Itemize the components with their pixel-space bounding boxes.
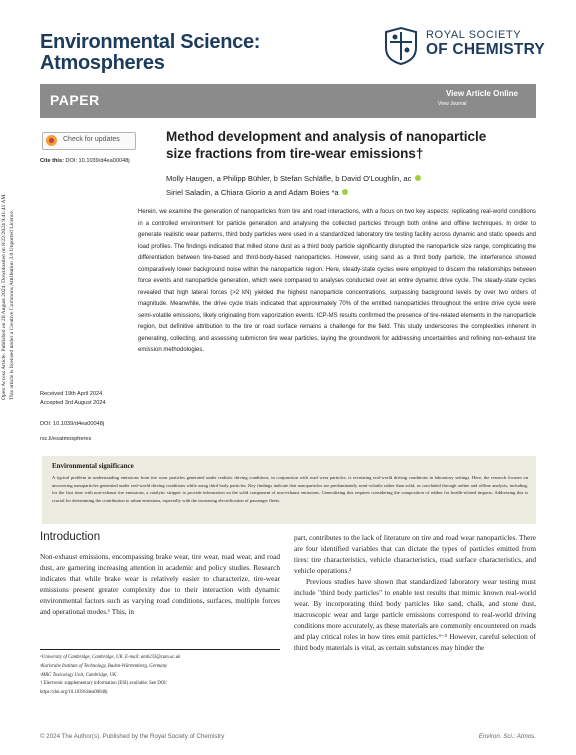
article-title: Method development and analysis of nanoparticle size fractions from tire-wear emissions† [166,129,487,161]
view-journal-link[interactable]: View Journal [438,101,467,107]
intro-paragraph-2: Previous studies have shown that standardized laboratory wear testing must include "third body particles" to enable test results that mimic known real-world wear. By incorporating third body particles like sand, chalk, and stone dust, macroscopic wear and large particle emissions correspond to real-world driving conditions more accurately, as these materials are commonly encountered on roads and play critical roles in how tires emit particles.³⁻⁵ However, careful selection of third body materials is vital, as certain substances may hinder the [294,577,536,652]
article-dates [40,390,106,408]
footnote-b [40,663,280,672]
check-for-updates-label: Check for updates [63,136,120,143]
cite-doi: DOI: 10.1039/d4ea00048j [65,158,130,164]
journal-title-line2: Atmospheres [40,52,165,74]
license-sidebar-line1[interactable]: Open Access Article. Published on 20 August 2024. Downloaded on 8/22/2024 9:41:41 AM. [1,193,7,400]
body-left-column [40,551,280,617]
footnote-c [40,672,280,681]
article-doi[interactable]: DOI: 10.1039/d4ea00048j [40,421,105,427]
orcid-icon[interactable] [342,189,348,195]
author-line-1 [166,172,536,186]
journal-title-line1: Environmental Science: [40,31,261,53]
article-type-label: PAPER [50,92,100,108]
journal-short-link[interactable]: rsc.li/esatmospheres [40,436,92,442]
significance-heading: Environmental significance [52,462,134,470]
authors-text-1: Molly Haugen, a Philipp Bühler, b Stefan Schläfle, b David O'Loughlin, ac [166,174,412,183]
author-list [166,172,536,200]
article-type-banner [40,84,536,118]
cite-label: Cite this: [40,158,64,164]
check-for-updates-button[interactable] [42,132,136,150]
footnote-divider [40,649,280,650]
environmental-significance-box [42,456,536,524]
view-article-online-link[interactable]: View Article Online [445,89,518,98]
footnote-a [40,654,280,663]
footnote-a-text: ᵃUniversity of Cambridge, Cambridge, UK. E-mail: amb233@cam.ac.uk [40,655,181,660]
intro-paragraph-1-cont: part, contributes to the lack of literature on tire and road wear nanoparticles. There are four identified variables that can dictate the types of particles emitted from tires: tire characteristics, vehicle characteristics, road surface characteristics, and vehicle operations.² [294,533,536,575]
footnote-esi: † Electronic supplementary information (ESI) available. See DOI: [40,681,168,687]
journal-title [40,32,260,74]
author-line-2 [166,186,536,200]
crossmark-icon [46,135,57,146]
rsc-name-line2: OF CHEMISTRY [426,41,545,58]
orcid-icon[interactable] [415,175,421,181]
footnote-esi-link[interactable]: https://doi.org/10.1039/d4ea00048j [40,690,108,696]
footnotes [40,654,280,698]
body-right-column [294,532,536,653]
footnote-c-text: ᶜMRC Toxicology Unit, Cambridge, UK [40,672,117,678]
accepted-date: Accepted 3rd August 2024 [40,400,106,407]
intro-paragraph-1: Non-exhaust emissions, encompassing brake wear, tire wear, road wear, and road dust, are garnering increasing attention in academic and policy studies. Research indicates that while brake wear is relatively easier to characterize, tire-wear emissions present greater complexity due to their interaction with dynamic environmental factors such as varying road conditions, surfaces, multiple forces and operational modes.¹ This, in [40,552,280,616]
authors-text-2: Siriel Saladin, a Chiara Giorio a and Adam Boies *a [166,188,339,197]
footer-journal-abbrev: Environ. Sci.: Atmos. [478,733,536,740]
introduction-heading: Introduction [40,531,101,543]
received-date: Received 19th April 2024 [40,391,103,397]
significance-text: A typical problem in understanding emissions from tire wear particles generated under realistic driving conditions, in conjunction with road wear particles, is recreating real-world driving conditions in laboratory settings. Here, the research focuses on uncovering nanoparticles generated under real-world driving conditions while using third body particles. Key findings indicate that nanoparticles are predominantly semi-volatile rather than solid, as concluded through online and offline analysis, including, for the first time with non-exhaust tire emissions, a catalytic stripper to provide information on the solid component of non-exhaust emissions. Generalizing this requires considering the composition of rubber for health-related impacts. Addressing this is crucial for determining the contribution to urban emissions, especially with the increasing electrification of passenger fleets. [52,475,528,503]
license-sidebar-line2[interactable]: This article is licensed under a Creative Commons Attribution 3.0 Unported Licence. [9,209,15,400]
rsc-logo[interactable] [382,26,545,70]
license-sidebar [0,40,24,400]
footer-copyright: © 2024 The Author(s). Published by the Royal Society of Chemistry [40,733,225,740]
abstract: Herein, we examine the generation of nanoparticles from tire and road interactions, with a focus on two key aspects: replicating real-world conditions in a controlled environment for particle generation and analysing the collected particles through both online and offline techniques. In order to generate realistic wear patterns, third body particles were used in a standardized laboratory tire testing facility across dynamic and static speeds and load profiles. The findings indicated that milled stone dust as a third body particle significantly disrupted the nanoparticle size range, complicating the differentiation between tire-based and third-body-based nanoparticles. However, using sand as a third body particle, the interference showed comparatively lower background noise within the nanoparticle region. Here, steady-state cycles were employed to discern the relationships between force events and nanoparticle generation, which were compared to analyses conducted over an entire dynamic drive cycle. The steady-state cycles revealed that high lateral forces (>2 kN) yielded the highest nanoparticle concentrations, surpassing background levels by over two orders of magnitude. Meanwhile, the drive cycle trials indicated that approximately 70% of the emitted nanoparticles throughout the entire drive cycle were semi-volatile emissions, likely originating from vaporization events. ICP-MS results confirmed the presence of tire-related elements in the nanoparticle region, but definitive attribution to the tire or road surface remains a challenge for the field. This study underscores the complexities inherent in generating, collecting, and assessing submicron tire wear particles, laying the groundwork for addressing uncertainties and refining non-exhaust tire emission methodologies. [138,209,536,353]
cite-this [40,158,130,164]
rsc-name-line1: ROYAL SOCIETY [426,29,522,41]
rsc-crest-icon [382,26,420,66]
footnote-b-text: ᵇKarlsruhe Institute of Technology, Baden-Württemberg, Germany [40,663,168,669]
